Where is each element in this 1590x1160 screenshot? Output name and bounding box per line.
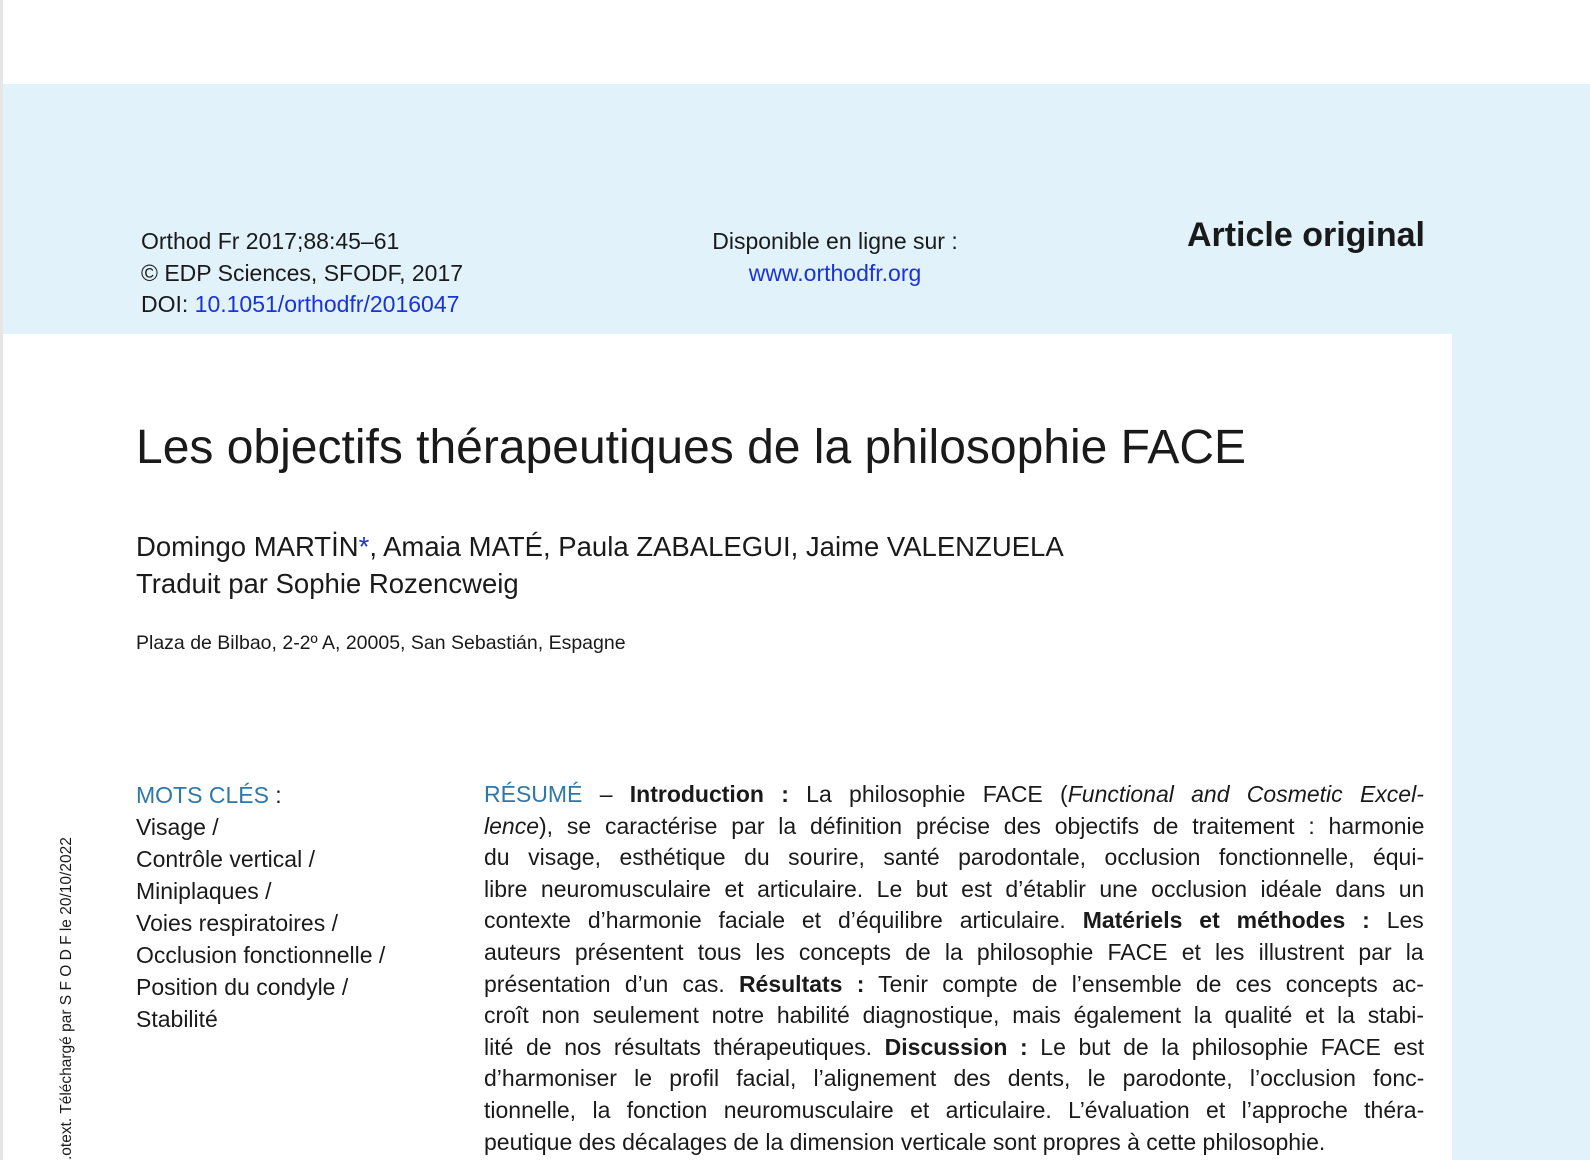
abstract-text: Tenir compte de l’ensemble de ces concepts ac- <box>864 970 1424 997</box>
keywords-heading: MOTS CLÉS <box>136 782 269 808</box>
doi-link[interactable]: 10.1051/orthodfr/2016047 <box>194 291 460 317</box>
abstract-italic: lence <box>484 812 539 839</box>
article-title: Les objectifs thérapeutiques de la philosophie FACE <box>136 421 1247 474</box>
corresponding-author-link[interactable]: * <box>358 531 370 562</box>
right-margin-band <box>1452 84 1590 1160</box>
abstract-text: lité de nos résultats thérapeutiques. <box>484 1033 885 1060</box>
abstract-text: La philosophie FACE ( <box>788 781 1068 807</box>
abstract-line: d’harmoniser le profil facial, l’alignement des dents, le parodonte, l’occlusion fonc- <box>484 1065 1424 1092</box>
doi-line <box>141 289 463 321</box>
website-link[interactable]: www.orthodfr.org <box>748 259 922 286</box>
keyword-item: Miniplaques / <box>136 878 272 904</box>
abstract-line: du visage, esthétique du sourire, santé parodontale, occlusion fonctionnelle, équi- <box>484 844 1424 871</box>
abstract-line <box>484 969 1424 1001</box>
abstract-text: Les <box>1369 907 1424 934</box>
authors-block <box>136 528 1064 602</box>
copyright-line: © EDP Sciences, SFODF, 2017 <box>141 259 464 286</box>
authors-rest: , Amaia MATÉ, Paula ZABALEGUI, Jaime VALENZUELA <box>369 531 1064 562</box>
keywords-heading-line <box>136 779 436 811</box>
abstract-text: présentation d’un cas. <box>484 970 739 997</box>
abstract-line <box>484 779 1424 811</box>
article-type: Article original <box>1186 216 1425 254</box>
abstract-dash: – <box>582 781 630 807</box>
results-label: Résultats : <box>738 970 865 997</box>
abstract-line: libre neuromusculaire et articulaire. Le but est d’établir une occlusion idéale dans un <box>484 875 1424 902</box>
abstract-italic: Functional and Cosmetic Excel- <box>1067 781 1424 807</box>
keyword-item: Contrôle vertical / <box>136 846 315 872</box>
abstract-line: croît non seulement notre habilité diagnostique, mais également la qualité et la stabi- <box>484 1002 1424 1029</box>
keyword-item: Occlusion fonctionnelle / <box>136 942 386 968</box>
keyword-item: Voies respiratoires / <box>136 910 338 936</box>
affiliation: Plaza de Bilbao, 2-2º A, 20005, San Sebastián, Espagne <box>136 632 626 654</box>
abstract-text: contexte d’harmonie faciale et d’équilibre articulaire. <box>484 907 1083 934</box>
abstract-heading: RÉSUMÉ <box>484 781 583 807</box>
authors-first: Domingo MARTİN <box>136 531 359 562</box>
download-note <box>58 808 76 1160</box>
abstract-line <box>484 905 1424 937</box>
abstract-line <box>484 811 1424 843</box>
abstract-block <box>484 779 1424 1158</box>
translator-line: Traduit par Sophie Rozencweig <box>136 568 519 599</box>
download-note-text: otext. Téléchargé par S F O D F le 20/10/2022. <box>58 837 75 1160</box>
abstract-line <box>484 1032 1424 1064</box>
availability-block <box>690 226 980 289</box>
citation-block <box>141 226 463 321</box>
doi-label: DOI: <box>141 291 195 317</box>
methods-label: Matériels et méthodes : <box>1082 907 1370 934</box>
keyword-item: Stabilité <box>136 1006 218 1032</box>
abstract-line: auteurs présentent tous les concepts de la philosophie FACE et les illustrent par la <box>484 938 1424 965</box>
keyword-item: Visage / <box>136 814 219 840</box>
available-label: Disponible en ligne sur : <box>712 228 958 254</box>
introduction-label: Introduction : <box>629 781 789 807</box>
keywords-separator: : <box>268 782 282 808</box>
author-list <box>136 528 1064 565</box>
keyword-item: Position du condyle / <box>136 974 349 1000</box>
abstract-line: peutique des décalages de la dimension verticale sont propres à cette philosophie. <box>484 1128 1326 1155</box>
journal-citation: Orthod Fr 2017;88:45–61 <box>141 228 400 254</box>
abstract-line: tionnelle, la fonction neuromusculaire et articulaire. L’évaluation et l’approche théra- <box>484 1096 1424 1123</box>
abstract-text: Le but de la philosophie FACE est <box>1027 1033 1424 1060</box>
abstract-text: ), se caractérise par la définition précise des objectifs de traitement : harmonie <box>538 812 1424 839</box>
discussion-label: Discussion : <box>884 1033 1028 1060</box>
keywords-block <box>136 779 436 1035</box>
